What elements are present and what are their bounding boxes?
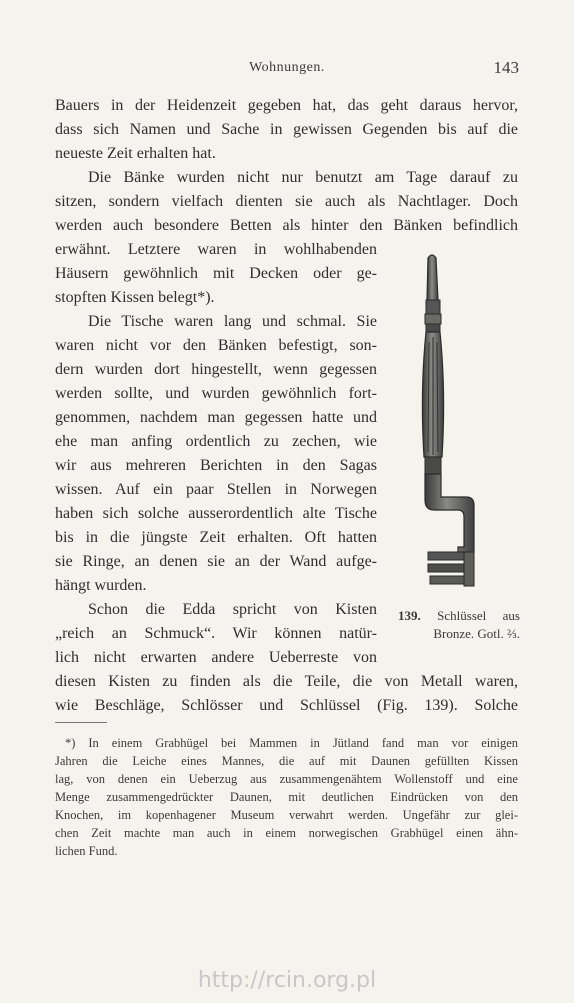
body-line: sie Ringe, an denen sie an der Wand aufge- <box>55 553 377 570</box>
body-line: Bauers in der Heidenzeit gegeben hat, das geht daraus hervor, <box>55 97 518 114</box>
footnote-rule <box>55 722 107 723</box>
body-line: genommen, nachdem man gegessen hatte und <box>55 409 377 426</box>
bronze-key-illustration <box>408 252 478 600</box>
body-line: wie Beschläge, Schlösser und Schlüssel (Fig. 139). Solche <box>55 697 518 714</box>
figure-caption <box>398 607 520 643</box>
caption-text-1: Schlüssel aus <box>437 608 520 623</box>
body-line: diesen Kisten zu finden als die Teile, die von Metall waren, <box>55 673 518 690</box>
body-line: neueste Zeit erhalten hat. <box>55 145 216 162</box>
running-head: Wohnungen. <box>249 60 325 75</box>
body-line: wissen. Auf ein paar Stellen in Norwegen <box>55 481 377 498</box>
page-number: 143 <box>493 58 519 77</box>
body-line: sitzen, sondern vielfach dienten sie auch als Nachtlager. Doch <box>55 193 518 210</box>
footnote-line: Knochen, im kopenhagener Museum verwahrt werden. Ungefähr zur glei- <box>55 808 518 822</box>
body-line: ehe man anfing ordentlich zu zechen, wie <box>55 433 377 450</box>
page-header <box>0 60 574 82</box>
body-line: hängt wurden. <box>55 577 147 594</box>
body-line: bis in die jüngste Zeit erhalten. Oft hatten <box>55 529 377 546</box>
caption-line-1 <box>398 607 520 625</box>
footnote-line: chen Zeit machte man auch in einem norwegischen Grabhügel einen ähn- <box>55 826 518 840</box>
body-line: stopften Kissen belegt*). <box>55 289 215 306</box>
caption-line-2: Bronze. Gotl. ⅔. <box>433 626 520 641</box>
watermark: http://rcin.org.pl <box>197 968 377 993</box>
footnote-line: *) In einem Grabhügel bei Mammen in Jütland fand man vor einigen <box>65 736 518 750</box>
body-line: dern wurden dort hingestellt, wenn gegessen <box>55 361 377 378</box>
body-line: „reich an Schmuck“. Wir können natür- <box>55 625 377 642</box>
footnote-line: Menge zusammengedrückter Daunen, mit deutlichen Eindrücken von den <box>55 790 518 804</box>
footnote-line: lag, von denen ein Ueberzug aus zusammengenähtem Wollenstoff und eine <box>55 772 518 786</box>
body-line: erwähnt. Letztere waren in wohlhabenden <box>55 241 377 258</box>
body-line: werden auch besondere Betten als hinter den Bänken befindlich <box>55 217 518 234</box>
body-line: dass sich Namen und Sache in gewissen Gegenden bis auf die <box>55 121 518 138</box>
body-line: Häusern gewöhnlich mit Decken oder ge- <box>55 265 377 282</box>
footnote-line: lichen Fund. <box>55 844 118 858</box>
body-line: werden sollte, und wurden gewöhnlich fort- <box>55 385 377 402</box>
body-line: Schon die Edda spricht von Kisten <box>88 601 377 618</box>
body-line: Die Tische waren lang und schmal. Sie <box>88 313 377 330</box>
figure-number: 139. <box>398 608 421 623</box>
body-line: lich nicht erwarten andere Ueberreste von <box>55 649 377 666</box>
body-line: wir aus mehreren Berichten in den Sagas <box>55 457 377 474</box>
footnote-line: Jahren die Leiche eines Mannes, die auf mit Daunen gefüllten Kissen <box>55 754 518 768</box>
body-line: waren nicht vor den Bänken befestigt, son- <box>55 337 377 354</box>
body-line: Die Bänke wurden nicht nur benutzt am Tage darauf zu <box>88 169 518 186</box>
body-line: haben sich solche ausserordentlich alte Tische <box>55 505 377 522</box>
